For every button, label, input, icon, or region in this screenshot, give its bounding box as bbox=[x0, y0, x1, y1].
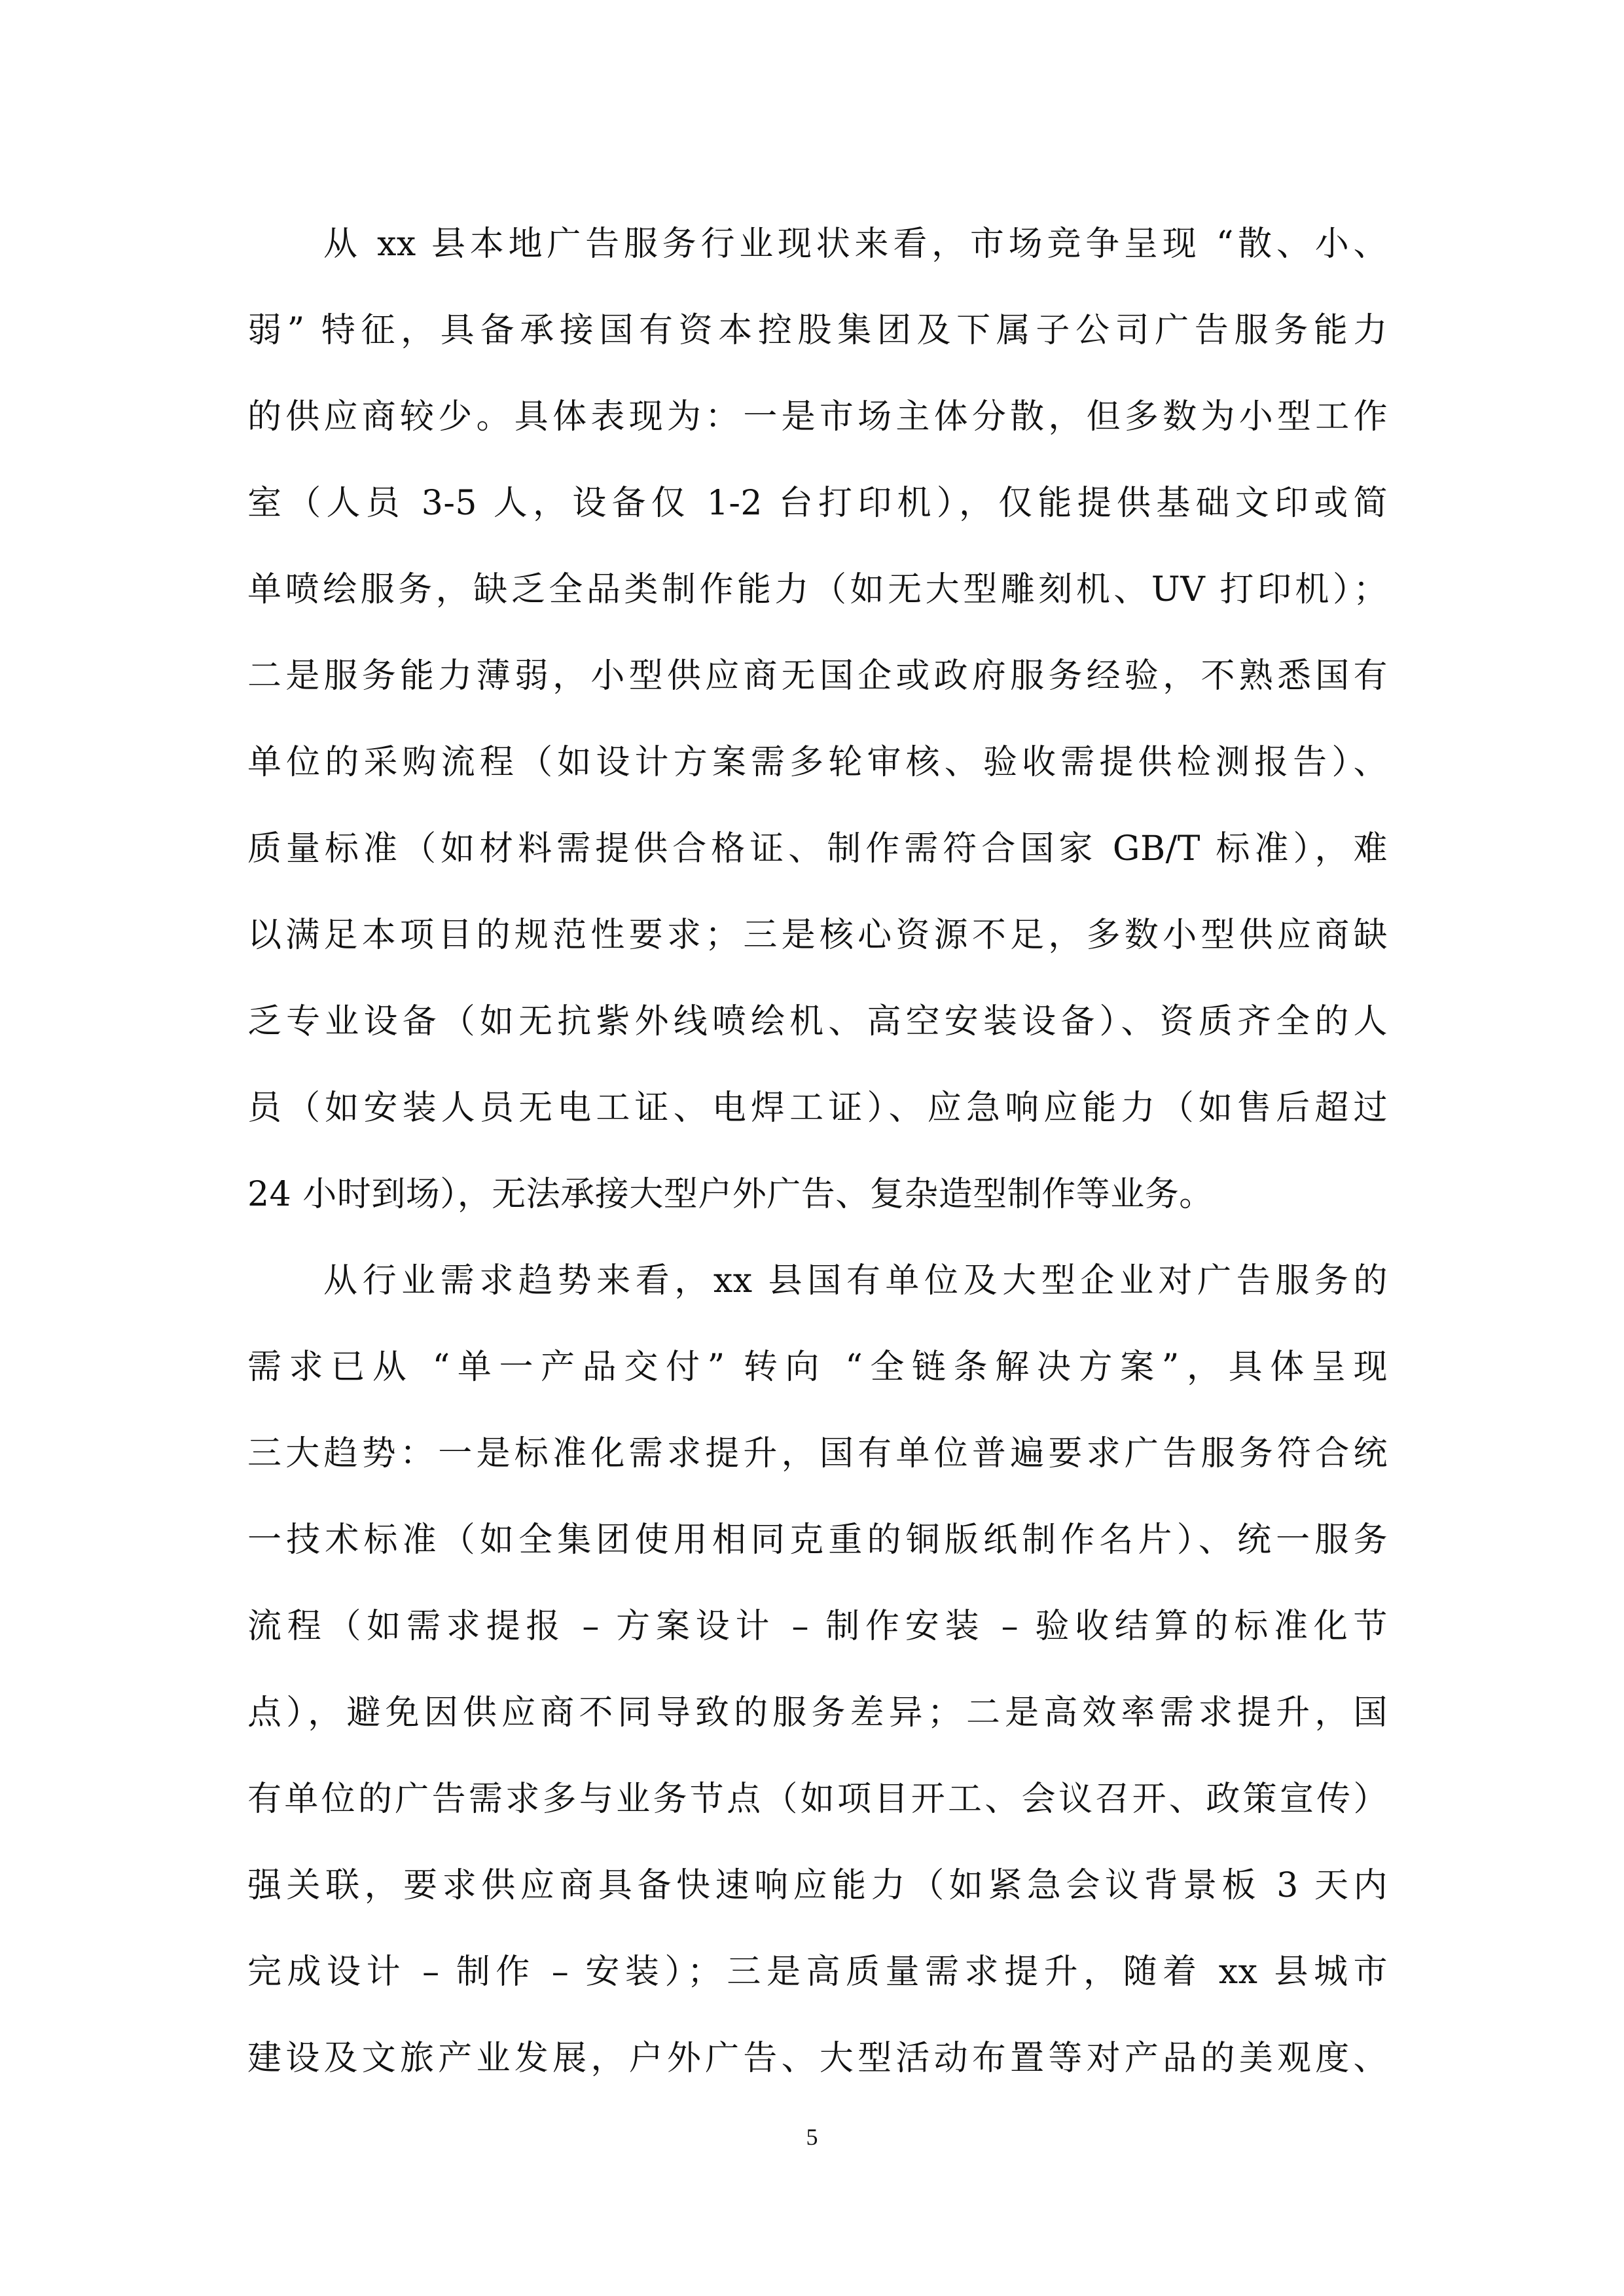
paragraph-2-line-3: 三大趋势：一是标准化需求提升，国有单位普遍要求广告服务符合统 bbox=[247, 1434, 1388, 1473]
paragraph-1-line-9: 以满足本项目的规范性要求；三是核心资源不足，多数小型供应商缺 bbox=[247, 916, 1388, 955]
paragraph-2-line-7: 有单位的广告需求多与业务节点（如项目开工、会议召开、政策宣传） bbox=[247, 1780, 1388, 1819]
paragraph-1-line-8: 质量标准（如材料需提供合格证、制作需符合国家 GB/T 标准），难 bbox=[247, 829, 1388, 869]
page-number: 5 bbox=[806, 2124, 818, 2150]
paragraph-1-line-1: 从 xx 县本地广告服务行业现状来看，市场竞争呈现 “散、小、 bbox=[323, 224, 1388, 264]
paragraph-1-line-12: 24 小时到场），无法承接大型户外广告、复杂造型制作等业务。 bbox=[247, 1175, 1214, 1214]
paragraph-1-line-7: 单位的采购流程（如设计方案需多轮审核、验收需提供检测报告）、 bbox=[247, 743, 1388, 782]
paragraph-1-line-6: 二是服务能力薄弱，小型供应商无国企或政府服务经验，不熟悉国有 bbox=[247, 656, 1388, 696]
paragraph-1-line-2: 弱” 特征，具备承接国有资本控股集团及下属子公司广告服务能力 bbox=[247, 311, 1388, 350]
paragraph-2-line-2: 需求已从 “单一产品交付” 转向 “全链条解决方案”，具体呈现 bbox=[247, 1348, 1388, 1387]
paragraph-1-line-10: 乏专业设备（如无抗紫外线喷绘机、高空安装设备）、资质齐全的人 bbox=[247, 1002, 1388, 1041]
paragraph-2-line-1: 从行业需求趋势来看，xx 县国有单位及大型企业对广告服务的 bbox=[323, 1261, 1388, 1300]
paragraph-1-line-11: 员（如安装人员无电工证、电焊工证）、应急响应能力（如售后超过 bbox=[247, 1088, 1388, 1128]
paragraph-1-line-5: 单喷绘服务，缺乏全品类制作能力（如无大型雕刻机、UV 打印机）； bbox=[247, 570, 1388, 609]
paragraph-1-line-3: 的供应商较少。具体表现为：一是市场主体分散，但多数为小型工作 bbox=[247, 397, 1388, 437]
paragraph-2-line-6: 点），避免因供应商不同导致的服务差异；二是高效率需求提升，国 bbox=[247, 1693, 1388, 1732]
paragraph-2-line-9: 完成设计 – 制作 – 安装）；三是高质量需求提升，随着 xx 县城市 bbox=[247, 1952, 1388, 1992]
paragraph-2-line-5: 流程（如需求提报 – 方案设计 – 制作安装 – 验收结算的标准化节 bbox=[247, 1607, 1388, 1646]
paragraph-2-line-4: 一技术标准（如全集团使用相同克重的铜版纸制作名片）、统一服务 bbox=[247, 1520, 1388, 1560]
paragraph-1-line-4: 室（人员 3-5 人，设备仅 1-2 台打印机），仅能提供基础文印或简 bbox=[247, 484, 1388, 523]
paragraph-2-line-10: 建设及文旅产业发展，户外广告、大型活动布置等对产品的美观度、 bbox=[247, 2039, 1388, 2078]
paragraph-2-line-8: 强关联，要求供应商具备快速响应能力（如紧急会议背景板 3 天内 bbox=[247, 1866, 1388, 1905]
